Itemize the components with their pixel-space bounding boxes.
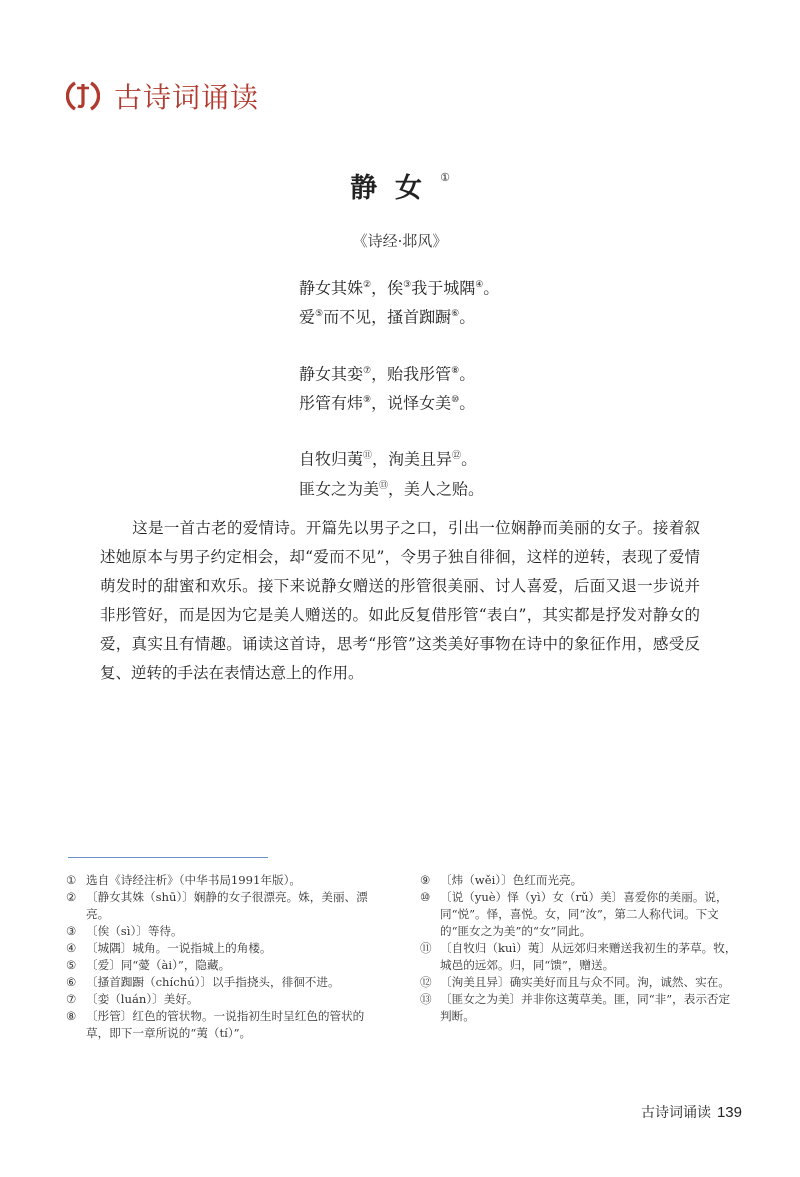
footnote-number: ① [66, 873, 77, 887]
analysis-paragraph [100, 514, 700, 688]
poem-line [299, 473, 499, 502]
footnote-number: ③ [66, 924, 77, 938]
footnote-item [66, 923, 386, 940]
poem-text: 匪女之为美 [299, 478, 380, 498]
poem-text: 。 [459, 393, 476, 413]
footnote-number: ⑧ [66, 1009, 77, 1023]
footnote-marker: ⑪ [363, 451, 373, 462]
footnote-text: 〔彤管〕红色的管状物。一说指初生时呈红色的管状的草，即下一章所说的“荑（tí）”。 [86, 1009, 365, 1040]
footnote-number: ④ [66, 941, 77, 955]
footnote-marker: ② [363, 280, 372, 290]
footnote-text: 〔爱〕同“薆（ài）”，隐藏。 [86, 958, 231, 972]
footnote-number: ⑬ [420, 992, 432, 1006]
poem-text: 而不见，搔首踟蹰 [323, 307, 452, 327]
poem-source: 《诗经·邶风》 [352, 232, 448, 250]
footnote-item [420, 974, 740, 991]
footnote-number: ⑥ [66, 975, 77, 989]
poem-text: 我于城隅 [411, 278, 476, 298]
footnotes-right [420, 872, 740, 1025]
footnote-item [66, 889, 386, 923]
footnote-text: 〔自牧归（kuì）荑〕从远郊归来赠送我初生的茅草。牧，城邑的远郊。归，同“馈”，赠送。 [440, 941, 737, 972]
footnote-number: ⑪ [420, 941, 432, 955]
footnote-item [420, 889, 740, 940]
poem-text: ，贻我彤管 [371, 363, 452, 383]
stanza-gap [299, 416, 499, 443]
footnote-item [66, 991, 386, 1008]
section-header [66, 76, 259, 116]
footnote-marker: ④ [475, 280, 484, 290]
footnote-item [66, 872, 386, 889]
footnote-marker: ⑨ [363, 394, 372, 405]
footnote-text: 〔搔首踟蹰（chíchú）〕以手指挠头，徘徊不进。 [86, 975, 340, 989]
page-footer [641, 1102, 742, 1122]
footnote-text: 〔洵美且异〕确实美好而且与众不同。洵，诚然、实在。 [440, 975, 730, 989]
footnote-item [66, 957, 386, 974]
poem-line [299, 272, 499, 301]
footnote-number: ② [66, 890, 77, 904]
footnote-number: ⑫ [420, 975, 432, 989]
footnote-marker: ⑫ [452, 451, 462, 462]
poem-text: 爱 [299, 307, 316, 327]
footnote-item [420, 940, 740, 974]
poem-text: 自牧归荑 [299, 449, 364, 469]
footnote-marker: ⑥ [451, 309, 460, 320]
footnote-number: ⑩ [420, 890, 431, 904]
poem-text: 彤管有炜 [299, 393, 364, 413]
poem-text: ，洵美且异 [372, 449, 453, 469]
footnote-item [66, 1008, 386, 1042]
poem-text: ，美人之贻。 [388, 478, 485, 498]
poem-line [299, 301, 499, 330]
footnote-text: 〔娈（luán）〕美好。 [86, 992, 199, 1006]
footnote-text: 〔静女其姝（shū）〕娴静的女子很漂亮。姝，美丽、漂亮。 [86, 890, 368, 921]
section-emblem-icon [66, 79, 100, 113]
poem-text: ，俟 [371, 278, 404, 298]
poem-text: 。 [459, 363, 476, 383]
poem-title-text: 静女 [350, 173, 441, 204]
footnote-marker: ⑦ [363, 365, 372, 376]
footnote-text: 选自《诗经注析》（中华书局1991年版）。 [86, 873, 302, 887]
footnote-marker: ⑤ [315, 309, 324, 320]
footnote-item [420, 991, 740, 1025]
footnote-text: 〔匪女之为美〕并非你这荑草美。匪，同“非”，表示否定判断。 [440, 992, 731, 1023]
poem-text: ，说怿女美 [371, 393, 452, 413]
poem-text: 。 [483, 278, 500, 298]
footnote-item [66, 974, 386, 991]
footnote-marker: ⑬ [379, 480, 389, 491]
footnote-text: 〔炜（wěi）〕色红而光亮。 [440, 873, 583, 887]
footnote-number: ⑨ [420, 873, 431, 887]
poem-line [299, 358, 499, 387]
stanza-gap [299, 331, 499, 358]
analysis-text: 这是一首古老的爱情诗。开篇先以男子之口，引出一位娴静而美丽的女子。接着叙述她原本与男子约定相会，却“爱而不见”，令男子独自徘徊，这样的逆转，表现了爱情萌发时的甜蜜和欢乐。接下来说静女赠送的彤管很美丽、讨人喜爱，后面又退一步说并非彤管好，而是因为它是美人赠送的。如此反复借彤管“表白”，其实都是抒发对静女的爱，真实且有情趣。诵读这首诗，思考“彤管”这类美好事物在诗中的象征作用，感受反复、逆转的手法在表情达意上的作用。 [100, 519, 700, 682]
poem-title-footnote: ① [440, 171, 450, 184]
section-title: 古诗词诵读 [114, 81, 260, 114]
footnote-divider [68, 857, 268, 858]
footer-label: 古诗词诵读 [640, 1105, 711, 1121]
poem-text: 静女其娈 [299, 363, 364, 383]
poem-text: 。 [459, 307, 476, 327]
footnote-text: 〔城隅〕城角。一说指城上的角楼。 [86, 941, 272, 955]
footnote-marker: ⑩ [451, 394, 460, 405]
footnote-text: 〔俟（sì）〕等待。 [86, 924, 183, 938]
poem-title [0, 166, 800, 205]
footnotes-left [66, 872, 386, 1042]
page-number: 139 [716, 1104, 742, 1121]
footnote-item [66, 940, 386, 957]
poem-text: 。 [461, 449, 478, 469]
poem-text: 静女其姝 [299, 278, 364, 298]
footnote-number: ⑤ [66, 958, 77, 972]
poem-body [299, 272, 499, 502]
footnote-item [420, 872, 740, 889]
footnote-number: ⑦ [66, 992, 77, 1006]
footnote-marker: ⑧ [451, 365, 460, 376]
footnote-text: 〔说（yuè）怿（yì）女（rǔ）美〕喜爱你的美丽。说，同“悦”。怿，喜悦。女，同“汝”，第二人称代词。下文的“匪女之为美”的“女”同此。 [440, 890, 728, 938]
poem-line [299, 387, 499, 416]
poem-line [299, 443, 499, 472]
footnote-marker: ③ [403, 280, 412, 290]
